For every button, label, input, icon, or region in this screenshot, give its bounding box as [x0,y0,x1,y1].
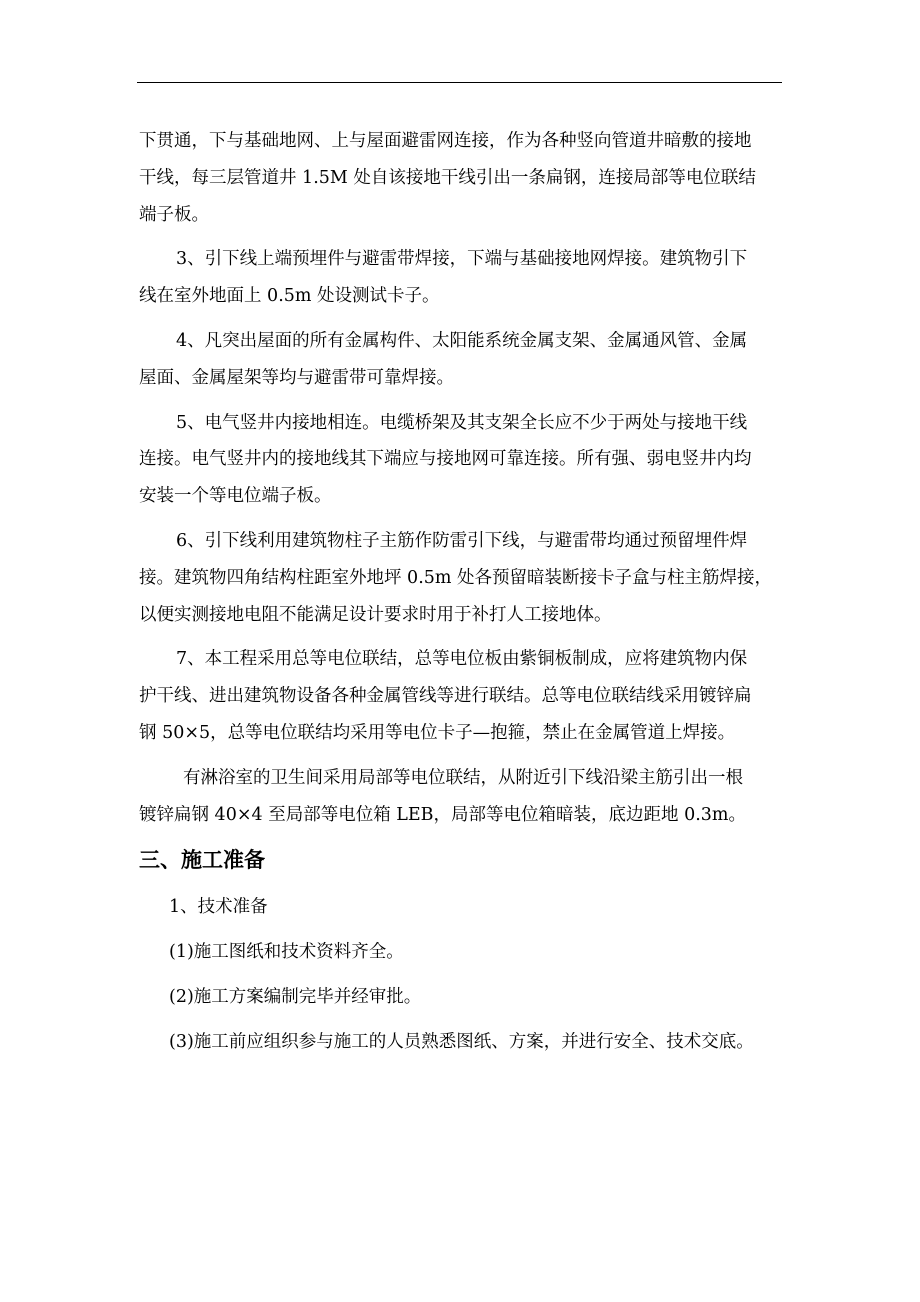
paragraph-line: 5、电气竖井内接地相连。电缆桥架及其支架全长应不少于两处与接地干线 [176,412,748,433]
paragraph-line: 钢 50×5，总等电位联结均采用等电位卡子—抱箍，禁止在金属管道上焊接。 [139,722,736,743]
paragraph-line: 有淋浴室的卫生间采用局部等电位联结，从附近引下线沿梁主筋引出一根 [183,767,743,788]
paragraph-line: 6、引下线利用建筑物柱子主筋作防雷引下线，与避雷带均通过预留埋件焊 [176,530,748,551]
paragraph-line: 护干线、进出建筑物设备各种金属管线等进行联结。总等电位联结线采用镀锌扁 [139,686,752,707]
paragraph-line: 端子板。 [139,204,209,225]
paragraph-line: 干线，每三层管道井 1.5M 处自该接地干线引出一条扁钢，连接局部等电位联结 [139,167,756,188]
paragraph-line: 接。建筑物四角结构柱距室外地坪 0.5m 处各预留暗装断接卡子盒与柱主筋焊接， [139,567,773,588]
paragraph-line: 屋面、金属屋架等均与避雷带可靠焊接。 [139,367,454,388]
paragraph-line: 3、引下线上端预埋件与避雷带焊接，下端与基础接地网焊接。建筑物引下 [176,249,748,270]
paragraph-line: 7、本工程采用总等电位联结，总等电位板由紫铜板制成，应将建筑物内保 [176,649,748,670]
document-body [139,123,784,1061]
paragraph-line: 以便实测接地电阻不能满足设计要求时用于补打人工接地体。 [139,604,612,625]
paragraph-line: 4、凡突出屋面的所有金属构件、太阳能系统金属支架、金属通风管、金属 [176,330,748,351]
paragraph-line: 下贯通，下与基础地网、上与屋面避雷网连接，作为各种竖向管道井暗敷的接地 [139,131,752,151]
list-item: (1)施工图纸和技术资料齐全。 [169,942,404,963]
subheading: 1、技术准备 [169,897,268,918]
paragraph-line: 线在室外地面上 0.5m 处设测试卡子。 [139,286,440,307]
section-heading: 三、施工准备 [139,848,265,873]
list-item: (2)施工方案编制完毕并经审批。 [169,986,422,1007]
header-rule [137,82,782,83]
paragraph-line: 镀锌扁钢 40×4 至局部等电位箱 LEB，局部等电位箱暗装，底边距地 0.3m。 [139,804,746,825]
paragraph-line: 连接。电气竖井内的接地线其下端应与接地网可靠连接。所有强、弱电竖井内均 [139,449,752,470]
paragraph-line: 安装一个等电位端子板。 [139,486,332,507]
list-item: (3)施工前应组织参与施工的人员熟悉图纸、方案，并进行安全、技术交底。 [169,1031,754,1052]
